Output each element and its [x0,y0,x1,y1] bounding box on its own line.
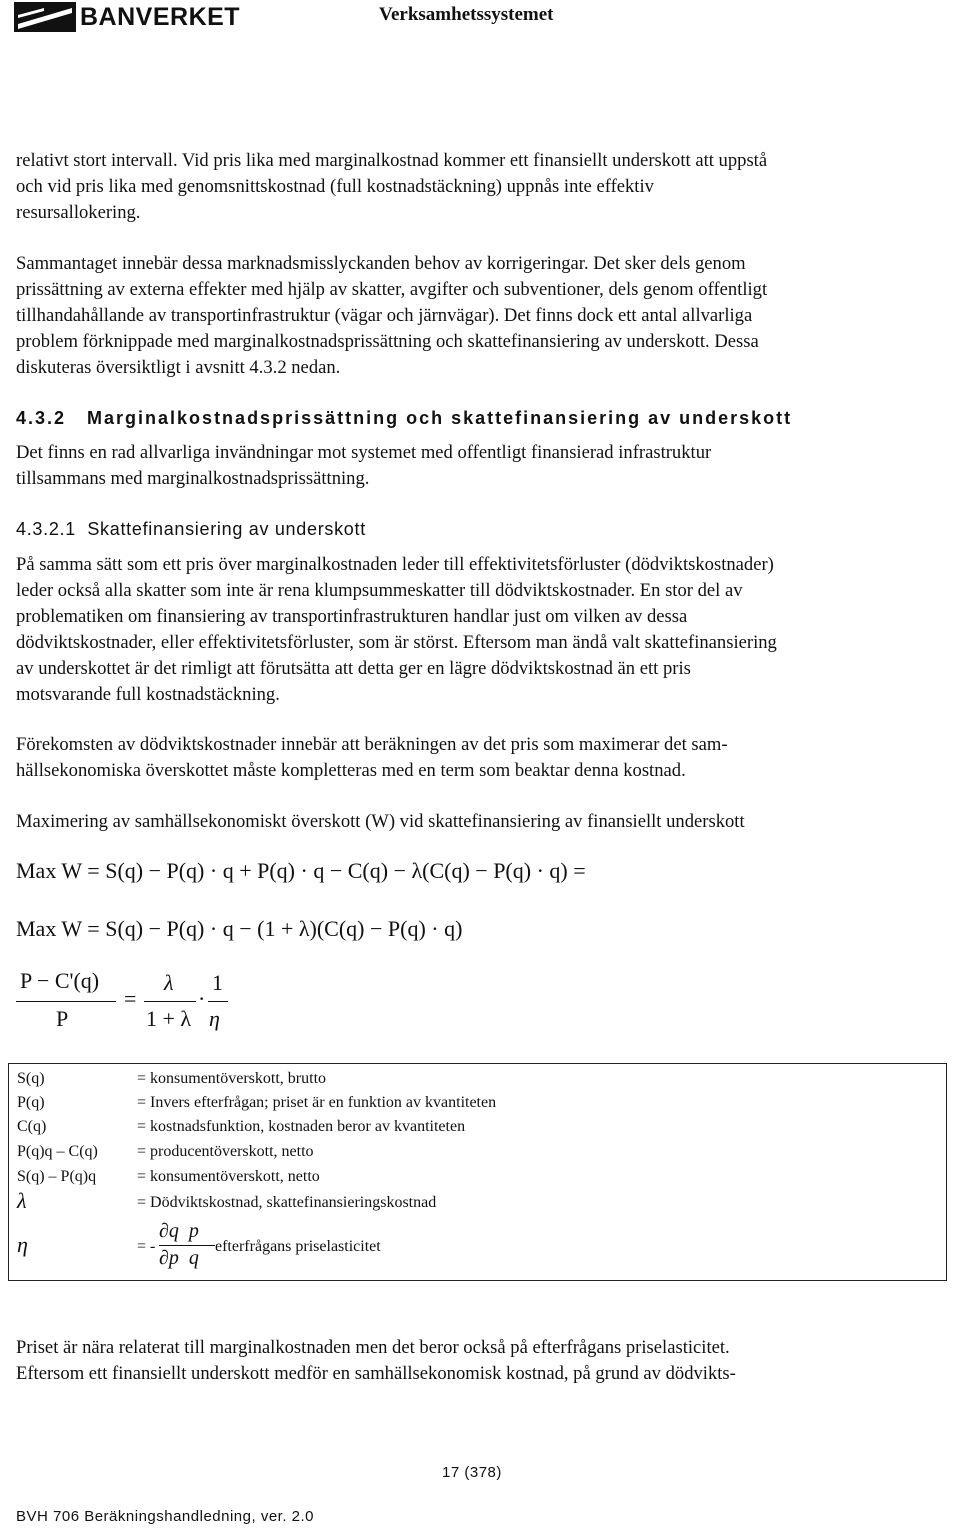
definition-row [17,1220,617,1276]
definition-symbol: η [17,1232,28,1257]
text-line: och vid pris lika med genomsnittskostnad (full kostnadstäckning) uppnås inte effektiv [16,176,654,197]
equation-2: Max W = S(q) − P(q) · q − (1 + λ)(C(q) − P(q) · q) [16,916,463,941]
text-line: relativt stort intervall. Vid pris lika med marginalkostnad kommer ett finansiellt underskott att uppstå [16,150,768,171]
header-title: Verksamhetssystemet [379,4,554,25]
fraction-bar [208,1001,228,1002]
fraction-bar [16,1001,116,1002]
text-line: Priset är nära relaterat till marginalkostnaden men det beror också på efterfrågans priselasticitet. [16,1337,730,1358]
definition-symbol: P(q) [17,1094,45,1111]
text-line: tillhandahållande av transportinfrastruktur (vägar och järnvägar). Det finns dock ett antal allvarliga [16,305,753,326]
definition-symbol: P(q)q – C(q) [17,1143,98,1160]
elasticity-fraction-denominator: ∂p q [159,1247,199,1269]
eq3-numerator-mid: λ [164,970,174,995]
eq3-dot: · [198,986,206,1011]
definition-description: = konsumentöverskott, netto [137,1168,320,1185]
document-footer: BVH 706 Beräkningshandledning, ver. 2.0 [16,1508,315,1525]
definition-description-prefix: = - [137,1238,156,1255]
subsection-paragraph-1 [16,552,946,708]
elasticity-fraction-numerator: ∂q p [159,1220,199,1242]
text-line: leder också alla skatter som inte är rena klumpsummeskatter till dödviktskostnader. En stor del av [16,580,743,601]
fraction-bar [159,1245,215,1246]
definition-description: = konsumentöverskott, brutto [137,1070,327,1087]
definition-description: = producentöverskott, netto [137,1143,314,1160]
eq3-denominator-left: P [56,1006,69,1031]
banverket-logo [14,2,240,32]
subsection-heading: 4.3.2.1 Skattefinansiering av underskott [16,519,366,539]
text-line: Det finns en rad allvarliga invändningar mot systemet med offentligt finansierad infrastruktur [16,442,712,463]
definition-description: = Dödviktskostnad, skattefinansieringskostnad [137,1194,437,1211]
definition-symbol: C(q) [17,1118,47,1135]
subsection-paragraph-3 [16,809,946,835]
eq3-denominator-mid: 1 + λ [146,1006,192,1031]
banverket-logo-icon [14,2,76,32]
text-line: problem förknippade med marginalkostnadsprissättning och skattefinansiering av underskott. Dessa [16,331,759,352]
definition-symbol: λ [17,1188,27,1213]
closing-paragraph [16,1335,946,1387]
definition-description: = Invers efterfrågan; priset är en funktion av kvantiteten [137,1094,497,1111]
corrections-paragraph [16,251,946,381]
equation-3 [16,968,246,1038]
eq3-numerator-left: P − C'(q) [20,968,100,993]
text-line: motsvarande full kostnadstäckning. [16,684,280,705]
text-line: Maximering av samhällsekonomiskt överskott (W) vid skattefinansiering av finansiellt underskott [16,811,745,832]
eq3-equals: = [124,986,137,1011]
definition-symbol: S(q) [17,1070,45,1087]
fraction-bar [144,1001,196,1002]
text-line: resursallokering. [16,202,141,223]
equation-1: Max W = S(q) − P(q) · q + P(q) · q − C(q) − λ(C(q) − P(q) · q) = [16,858,586,883]
logo-text: BANVERKET [80,2,241,31]
subsection-paragraph-2 [16,732,946,784]
section-paragraph [16,440,946,492]
intro-paragraph [16,148,946,226]
text-line: Eftersom ett finansiellt underskott medför en samhällsekonomisk kostnad, på grund av dödvikts- [16,1363,736,1384]
text-line: av underskottet är det rimligt att förutsätta att detta ger en lägre dödviktskostnad än ett pris [16,658,691,679]
text-line: problematiken om finansiering av transportinfrastrukturen handlar just om vilken av dessa [16,606,688,627]
definitions-box [8,1063,947,1281]
eq3-denominator-right: η [209,1006,220,1031]
text-line: prissättning av externa effekter med hjälp av skatter, avgifter och subventioner, dels genom offentligt [16,279,768,300]
definition-description: = kostnadsfunktion, kostnaden beror av kvantiteten [137,1118,466,1135]
text-line: Förekomsten av dödviktskostnader innebär att beräkningen av det pris som maximerar det sam- [16,734,728,755]
text-line: tillsammans med marginalkostnadsprissättning. [16,468,370,489]
text-line: På samma sätt som ett pris över marginalkostnaden leder till effektivitetsförluster (dödviktskostnader) [16,554,774,575]
definition-description: efterfrågans priselasticitet [215,1238,381,1255]
text-line: hällsekonomiska överskottet måste kompletteras med en term som beaktar denna kostnad. [16,760,686,781]
text-line: diskuteras översiktligt i avsnitt 4.3.2 nedan. [16,357,341,378]
section-heading: 4.3.2 Marginalkostnadsprissättning och skattefinansiering av underskott [16,408,793,428]
text-line: dödviktskostnader, eller effektivitetsförluster, som är störst. Eftersom man ändå valt skattefinansiering [16,632,777,653]
text-line: Sammantaget innebär dessa marknadsmisslyckanden behov av korrigeringar. Det sker dels genom [16,253,746,274]
definition-symbol: S(q) – P(q)q [17,1168,97,1185]
eq3-numerator-right: 1 [212,970,223,995]
page-number: 17 (378) [442,1464,502,1481]
